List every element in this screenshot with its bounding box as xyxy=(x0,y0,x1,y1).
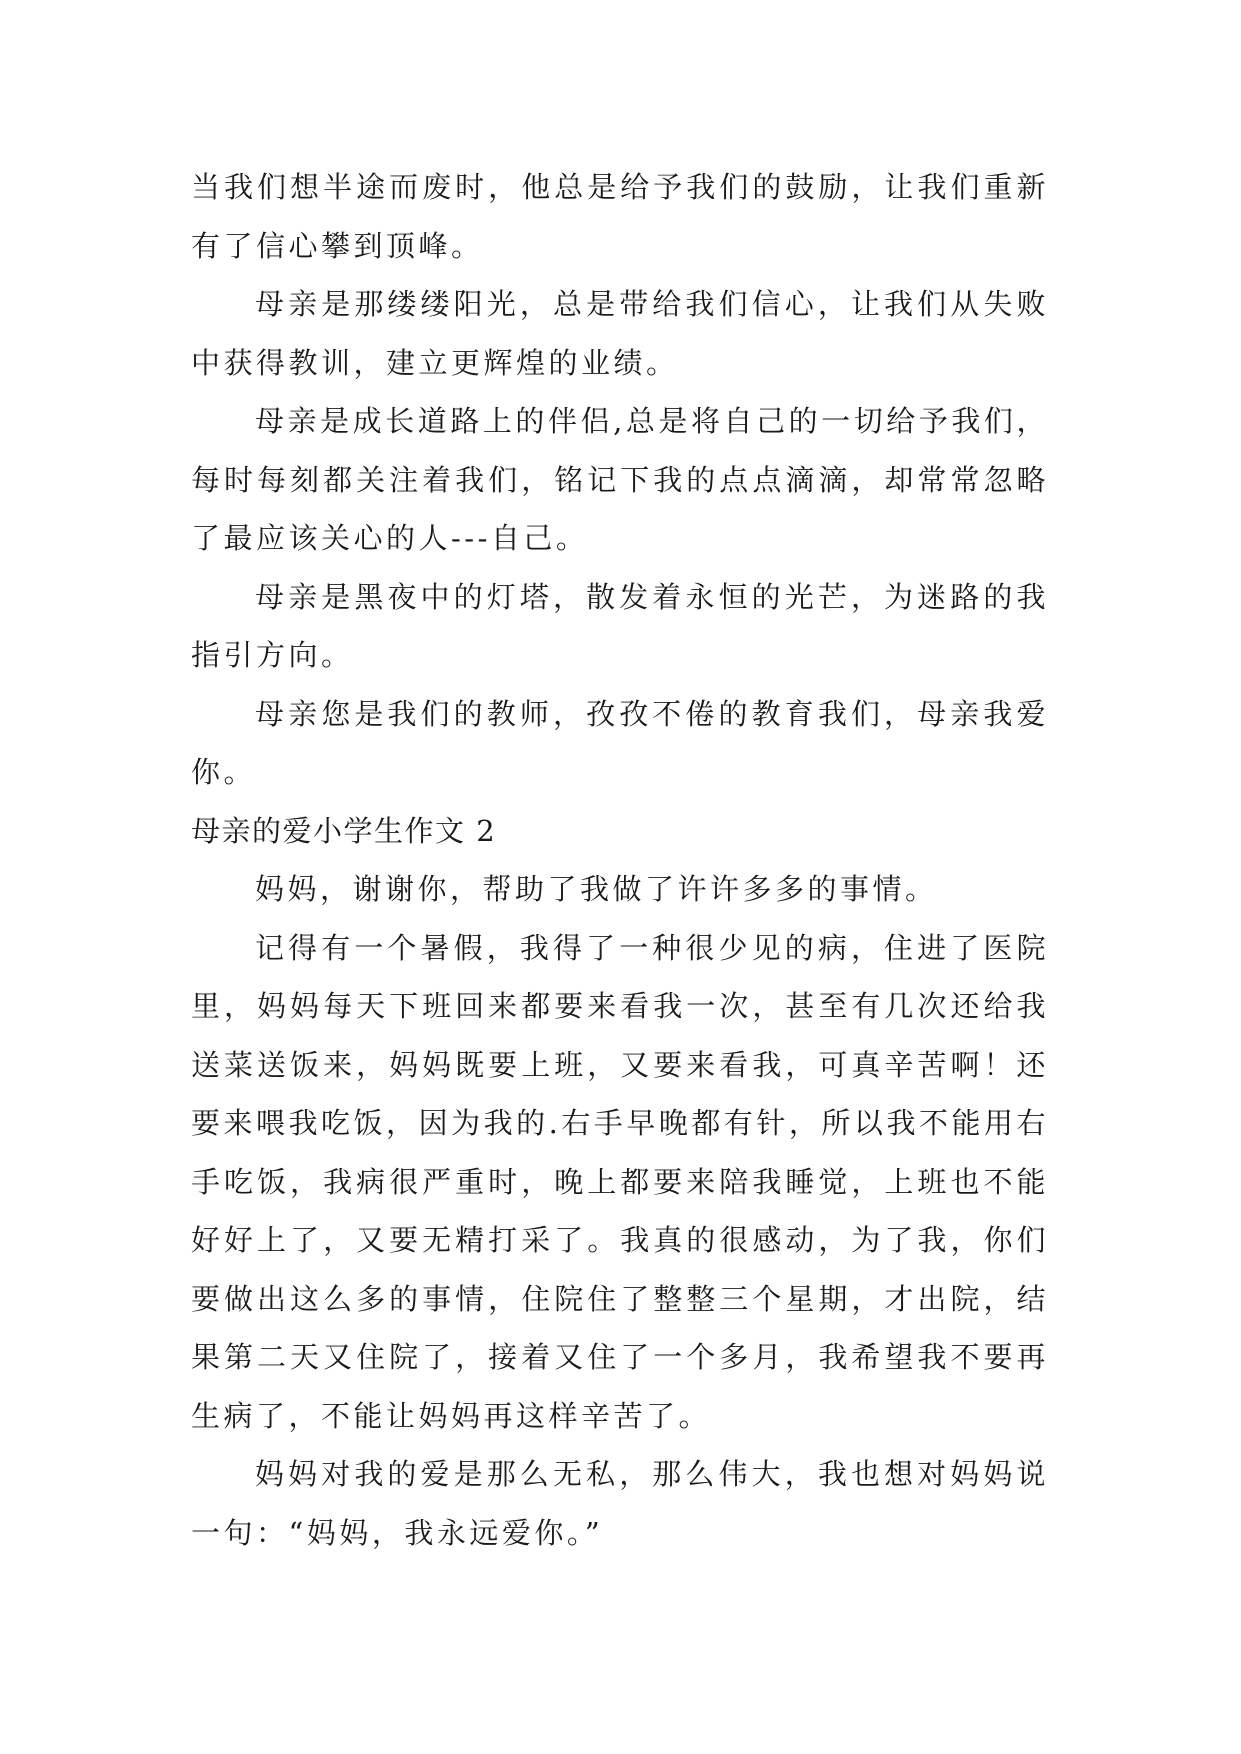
paragraph: 母亲是黑夜中的灯塔，散发着永恒的光芒，为迷路的我指引方向。 xyxy=(191,579,1049,672)
paragraph: 妈妈，谢谢你，帮助了我做了许许多多的事情。 xyxy=(255,872,938,906)
document-body xyxy=(191,158,1049,1562)
paragraph: 母亲是成长道路上的伴侣,总是将自己的一切给予我们，每时每刻都关注着我们，铭记下我的点点滴滴，却常常忽略了最应该关心的人---自己。 xyxy=(191,404,1049,555)
paragraph: 母亲是那缕缕阳光，总是带给我们信心，让我们从失败中获得教训，建立更辉煌的业绩。 xyxy=(191,287,1049,380)
paragraph: 母亲您是我们的教师，孜孜不倦的教育我们，母亲我爱你。 xyxy=(191,696,1049,789)
paragraph: 妈妈对我的爱是那么无私，那么伟大，我也想对妈妈说一句：“妈妈，我永远爱你。” xyxy=(191,1457,1049,1550)
paragraph: 当我们想半途而废时，他总是给予我们的鼓励，让我们重新有了信心攀到顶峰。 xyxy=(191,170,1049,263)
section-title: 母亲的爱小学生作文 2 xyxy=(191,813,497,848)
paragraph: 记得有一个暑假，我得了一种很少见的病，住进了医院里，妈妈每天下班回来都要来看我一次，甚至有几次还给我送菜送饭来，妈妈既要上班，又要来看我，可真辛苦啊！还要来喂我吃饭，因为我的.右手早晚都有针，所以我不能用右手吃饭，我病很严重时，晚上都要来陪我睡觉，上班也不能好好上了，又要无精打采了。我真的很感动，为了我，你们要做出这么多的事情，住院住了整整三个星期，才出院，结果第二天又住院了，接着又住了一个多月，我希望我不要再生病了，不能让妈妈再这样辛苦了。 xyxy=(191,930,1049,1433)
